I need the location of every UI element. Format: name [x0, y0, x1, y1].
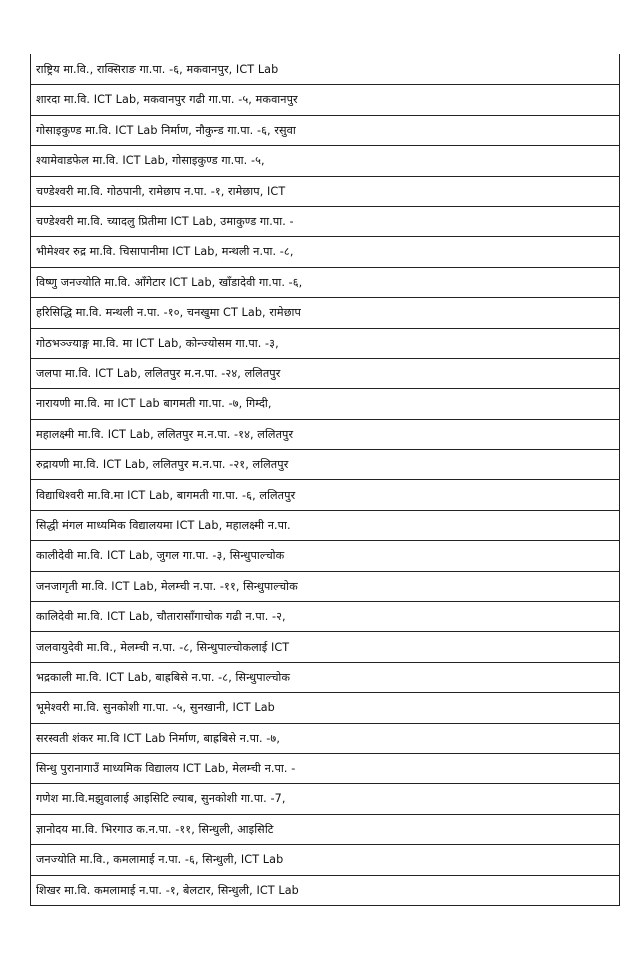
row-text: शिखर मा.वि. कमलामाई न.पा. -१, बेलटार, सिन्धुली, ICT Lab	[36, 883, 299, 897]
row-text: गणेश मा.वि.मझुवालाई आइसिटि ल्याब, सुनकोशी गा.पा. -7,	[36, 792, 286, 806]
table-row	[31, 176, 619, 206]
table-row	[31, 358, 619, 388]
table-row	[31, 510, 619, 540]
row-text: विद्याधिश्वरी मा.वि.मा ICT Lab, बागमती गा.पा. -६, ललितपुर	[36, 488, 296, 502]
table-row	[31, 692, 619, 722]
table-row	[31, 753, 619, 783]
table-row	[31, 449, 619, 479]
table-row	[31, 814, 619, 844]
row-text: ज्ञानोदय मा.वि. भिरगाउ क.न.पा. -११, सिन्धुली, आइसिटि	[36, 822, 274, 836]
table-row	[31, 601, 619, 631]
row-text: राष्ट्रिय मा.वि., राक्सिराङ गा.पा. -६, मकवानपुर, ICT Lab	[36, 62, 279, 76]
row-text: श्यामेवाडफेल मा.वि. ICT Lab, गोसाइकुण्ड गा.पा. -५,	[36, 154, 265, 168]
table-row	[31, 84, 619, 114]
row-text: भीमेश्वर रुद्र मा.वि. चिसापानीमा ICT Lab, मन्थली न.पा. -८,	[36, 245, 294, 259]
table-row	[31, 267, 619, 297]
table-row	[31, 571, 619, 601]
row-text: जनजागृती मा.वि. ICT Lab, मेलम्ची न.पा. -११, सिन्धुपाल्चोक	[36, 579, 298, 593]
row-text: शारदा मा.वि. ICT Lab, मकवानपुर गढी गा.पा. -५, मकवानपुर	[36, 93, 298, 107]
row-text: गोठभञ्ज्याङ्ग मा.वि. मा ICT Lab, कोन्ज्योसम गा.पा. -३,	[36, 336, 279, 350]
table-row	[31, 145, 619, 175]
table-row	[31, 540, 619, 570]
row-text: चण्डेश्वरी मा.वि. गोठपानी, रामेछाप न.पा. -१, रामेछाप, ICT	[36, 184, 286, 198]
row-text: गोसाइकुण्ड मा.वि. ICT Lab निर्माण, नौकुन्ड गा.पा. -६, रसुवा	[36, 123, 296, 137]
table-row	[31, 419, 619, 449]
table-row	[31, 723, 619, 753]
row-text: भद्रकाली मा.वि. ICT Lab, बाह्रबिसे न.पा. -८, सिन्धुपाल्चोक	[36, 670, 291, 684]
table-row	[31, 54, 619, 84]
row-text: सिद्धी मंगल माध्यमिक विद्यालयमा ICT Lab, महालक्ष्मी न.पा.	[36, 518, 291, 532]
table-row	[31, 388, 619, 418]
table-row	[31, 479, 619, 509]
row-text: सिन्धु पुरानागाउँ माध्यमिक विद्यालय ICT Lab, मेलम्ची न.पा. -	[36, 762, 296, 776]
row-text: सरस्वती शंकर मा.वि ICT Lab निर्माण, बाह्रबिसे न.पा. -७,	[36, 731, 281, 745]
table-row	[31, 662, 619, 692]
table-row	[31, 115, 619, 145]
table-row	[31, 875, 619, 905]
table-row	[31, 206, 619, 236]
project-list-table	[30, 54, 620, 906]
table-row	[31, 328, 619, 358]
table-row	[31, 297, 619, 327]
table-row	[31, 631, 619, 661]
row-text: चण्डेश्वरी मा.वि. च्यादलु प्रितीमा ICT Lab, उमाकुण्ड गा.पा. -	[36, 215, 294, 229]
row-text: महालक्ष्मी मा.वि. ICT Lab, ललितपुर म.न.पा. -१४, ललितपुर	[36, 427, 294, 441]
row-text: जनज्योति मा.वि., कमलामाई न.पा. -६, सिन्धुली, ICT Lab	[36, 853, 284, 867]
row-text: रुद्रायणी मा.वि. ICT Lab, ललितपुर म.न.पा. -२१, ललितपुर	[36, 458, 289, 472]
table-row	[31, 236, 619, 266]
row-text: जलपा मा.वि. ICT Lab, ललितपुर म.न.पा. -२४, ललितपुर	[36, 367, 281, 380]
row-text: जलवायुदेवी मा.वि., मेलम्ची न.पा. -८, सिन्धुपाल्चोकलाई ICT	[36, 640, 290, 654]
row-text: कालीदेवी मा.वि. ICT Lab, जुगल गा.पा. -३, सिन्धुपाल्चोक	[36, 549, 285, 563]
row-text: नारायणी मा.वि. मा ICT Lab बागमती गा.पा. -७, गिम्दी,	[36, 397, 272, 411]
row-text: विष्णु जनज्योति मा.वि. आँगेटार ICT Lab, खाँडादेवी गा.पा. -६,	[36, 275, 303, 289]
row-text: कालिदेवी मा.वि. ICT Lab, चौतारासाँगाचोक गढी न.पा. -२,	[36, 610, 286, 624]
row-text: हरिसिद्धि मा.वि. मन्थली न.पा. -१०, चनखुमा CT Lab, रामेछाप	[36, 306, 301, 320]
row-text: भूमेश्वरी मा.वि. सुनकोशी गा.पा. -५, सुनखानी, ICT Lab	[36, 701, 275, 715]
table-row	[31, 844, 619, 874]
table-row	[31, 783, 619, 813]
